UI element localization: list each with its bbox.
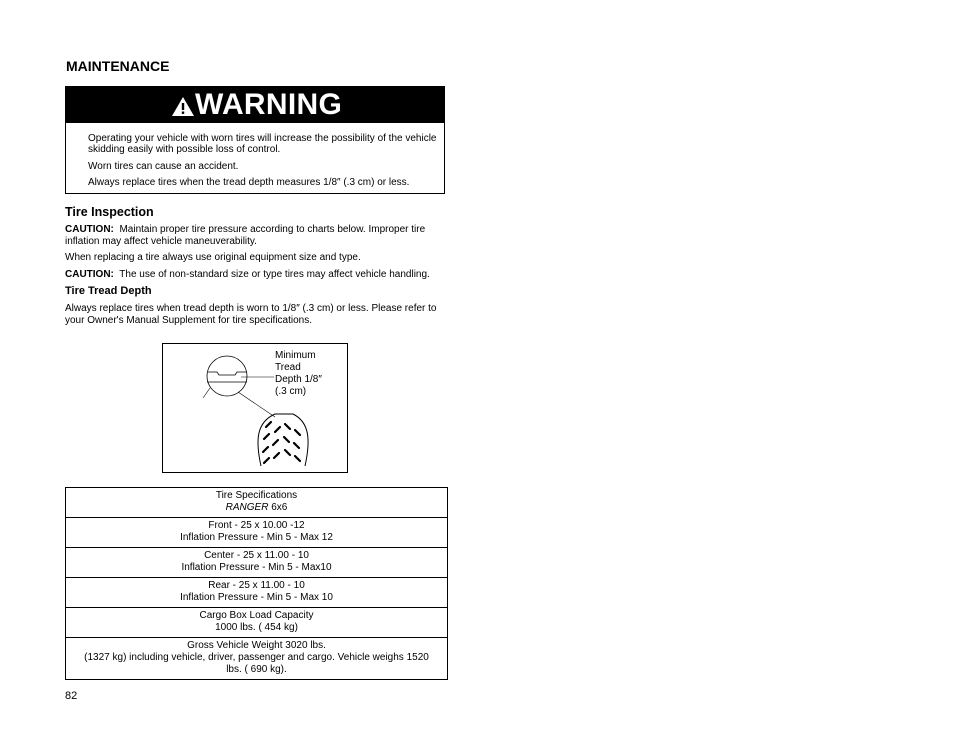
caution-label: CAUTION: bbox=[65, 224, 114, 235]
table-row bbox=[66, 488, 448, 518]
page-number: 82 bbox=[65, 690, 78, 702]
figure-label-line: Tread bbox=[275, 362, 301, 373]
warning-title: WARNING bbox=[195, 88, 343, 121]
table-cell bbox=[66, 578, 448, 608]
table-cell bbox=[66, 608, 448, 638]
tread-depth-figure bbox=[162, 343, 348, 473]
model-name: RANGER bbox=[225, 502, 269, 513]
warning-paragraph: Worn tires can cause an accident. bbox=[88, 161, 239, 172]
table-row bbox=[66, 638, 448, 680]
cell-line: 1000 lbs. ( 454 kg) bbox=[215, 622, 298, 633]
table-cell bbox=[66, 488, 448, 518]
tire-spec-table bbox=[65, 487, 448, 680]
table-cell bbox=[66, 638, 448, 680]
cell-line: Cargo Box Load Capacity bbox=[199, 610, 314, 621]
table-title: Tire Specifications bbox=[215, 490, 298, 501]
table-cell bbox=[66, 518, 448, 548]
cell-line: Center - 25 x 11.00 - 10 bbox=[204, 550, 309, 561]
model-suffix: 6x6 bbox=[268, 502, 288, 513]
cell-line: Inflation Pressure - Min 5 - Max 10 bbox=[180, 592, 333, 603]
figure-label-line: (.3 cm) bbox=[275, 386, 307, 397]
figure-label bbox=[275, 350, 322, 398]
warning-triangle-icon bbox=[172, 97, 194, 116]
table-row bbox=[66, 518, 448, 548]
figure-label-line: Minimum bbox=[275, 350, 316, 361]
section-title: MAINTENANCE bbox=[66, 58, 170, 74]
table-model bbox=[72, 502, 441, 514]
tread-depth-heading: Tire Tread Depth bbox=[65, 285, 152, 297]
cell-line: Inflation Pressure - Min 5 - Max10 bbox=[181, 562, 332, 573]
table-row bbox=[66, 578, 448, 608]
table-row bbox=[66, 548, 448, 578]
caution-paragraph bbox=[65, 224, 449, 248]
table-cell bbox=[66, 548, 448, 578]
warning-header bbox=[66, 87, 444, 123]
table-row bbox=[66, 608, 448, 638]
figure-label-line: Depth 1/8″ bbox=[275, 374, 322, 385]
warning-paragraph: Always replace tires when the tread depth measures 1/8″ (.3 cm) or less. bbox=[88, 177, 410, 188]
cell-line: Inflation Pressure - Min 5 - Max 12 bbox=[180, 532, 333, 543]
cell-line: Rear - 25 x 11.00 - 10 bbox=[208, 580, 305, 591]
replace-paragraph: When replacing a tire always use original equipment size and type. bbox=[65, 252, 361, 263]
caution-text: The use of non-standard size or type tires may affect vehicle handling. bbox=[119, 269, 430, 280]
cell-line: Front - 25 x 10.00 -12 bbox=[208, 520, 305, 531]
caution-label: CAUTION: bbox=[65, 269, 114, 280]
tire-inspection-heading: Tire Inspection bbox=[65, 205, 154, 219]
warning-paragraph: Operating your vehicle with worn tires will increase the possibility of the vehicle skidding easily with possible loss of control. bbox=[88, 133, 437, 155]
tread-depth-paragraph: Always replace tires when tread depth is worn to 1/8″ (.3 cm) or less. Please refer to your Owner's Manual Supplement for tire specifications. bbox=[65, 303, 437, 326]
warning-box bbox=[65, 86, 445, 194]
caution-paragraph bbox=[65, 269, 455, 281]
caution-text: Maintain proper tire pressure according to charts below. Improper tire inflation may affect vehicle maneuverability. bbox=[65, 224, 426, 247]
cell-line: Gross Vehicle Weight 3020 lbs. bbox=[187, 640, 326, 651]
cell-line: (1327 kg) including vehicle, driver, passenger and cargo. Vehicle weighs 1520 lbs. ( 690 kg). bbox=[84, 652, 429, 675]
